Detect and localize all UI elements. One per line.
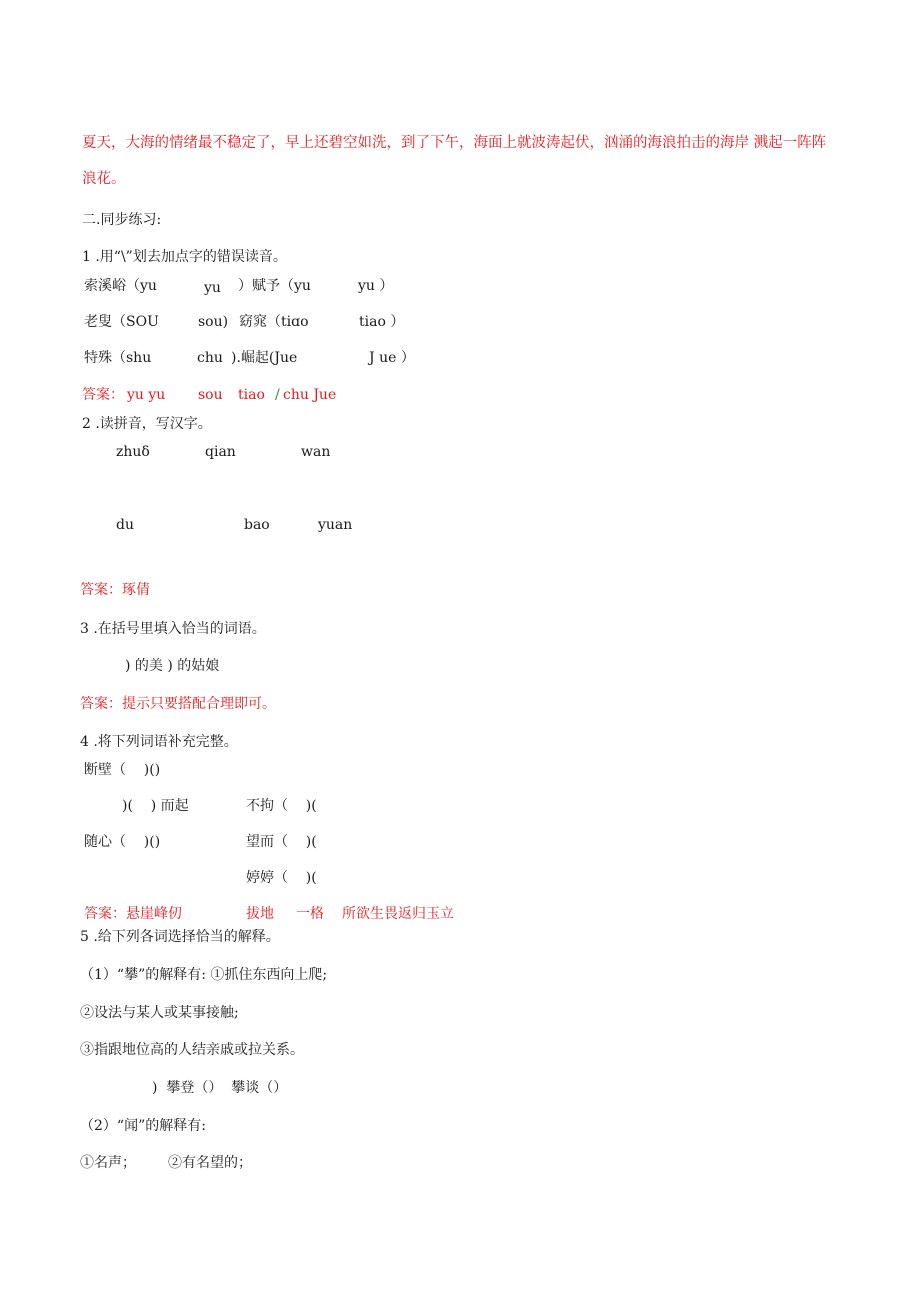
- q4-answer-1: 答案：悬崖峰仞: [84, 906, 182, 922]
- q1-answer-part-1: yu yu: [127, 387, 166, 403]
- intro-line-2: 浪花。: [82, 171, 126, 187]
- q1-answer-label: 答案：: [82, 387, 124, 403]
- q1-r2-c2: sou): [198, 314, 229, 330]
- q5-part5: （2）“闻”的解释有:: [80, 1118, 206, 1134]
- q1-answer-part-2: sou: [198, 387, 223, 403]
- q1-r2-c1: 老叟（SOU: [84, 314, 159, 330]
- q2-pinyin-2: qian: [205, 444, 236, 460]
- q1-answer-part-4: chu Jue: [283, 387, 337, 403]
- q1-r1-c2: yu: [204, 280, 221, 296]
- q1-r2-c4: tiao ）: [359, 314, 405, 330]
- q4-r2-c2: 不拘（ )(: [246, 798, 317, 814]
- q4-r4-c2: 婷婷（ )(: [246, 870, 317, 886]
- q2-pinyin-1: zhuδ: [116, 444, 150, 460]
- q1-r1-c3: ）赋予（yu: [238, 278, 311, 294]
- q2-answer: 答案：琢倩: [80, 582, 150, 598]
- q1-r1-c1: 索溪峪（yu: [84, 278, 157, 294]
- q2-pinyin-5: bao: [244, 517, 270, 533]
- intro-line-1: 夏天，大海的情绪最不稳定了，早上还碧空如洗，到了下午，海面上就波涛起伏，汹涌的海浪拍击的海岸 溅起一阵阵: [82, 135, 827, 151]
- q4-r3-c1: 随心（ )(): [84, 834, 161, 850]
- q5-part6a: ①名声；: [80, 1155, 136, 1171]
- q4-r3-c2: 望而（ )(: [246, 834, 317, 850]
- q4-r2-c1: )( ) 而起: [122, 798, 189, 814]
- q2-prompt: 2 .读拼音，写汉字。: [82, 416, 212, 432]
- q5-part3: ③指跟地位高的人结亲戚或拉关系。: [80, 1042, 304, 1058]
- q1-answer-mark: /: [275, 387, 280, 403]
- q5-prompt: 5 .给下列各词选择恰当的解释。: [80, 929, 280, 945]
- q1-answer-part-3: tiao: [238, 387, 265, 403]
- q5-part4: ) 攀登（） 攀谈（）: [152, 1080, 288, 1096]
- q5-part2: ②设法与某人或某事接触;: [80, 1005, 239, 1021]
- q1-r3-c4: J ue ）: [369, 350, 415, 366]
- q1-r3-c2: chu: [197, 350, 223, 366]
- q3-row: ) 的美 ) 的姑娘: [125, 658, 220, 674]
- q3-answer: 答案：提示只要搭配合理即可。: [80, 696, 276, 712]
- q3-prompt: 3 .在括号里填入恰当的词语。: [80, 621, 266, 637]
- q4-answer-3: 一格: [296, 906, 324, 922]
- q4-answer-4: 所欲生畏返归玉立: [342, 906, 454, 922]
- q5-part6b: ②有名望的；: [168, 1155, 252, 1171]
- q5-part1: （1）“攀”的解释有: ①抓住东西向上爬;: [80, 967, 328, 983]
- q1-prompt: 1 .用“\”划去加点字的错误读音。: [82, 249, 287, 265]
- q4-r1-c1: 断壁（ )(): [84, 762, 161, 778]
- q2-pinyin-6: yuan: [318, 517, 353, 533]
- q2-pinyin-3: wan: [301, 444, 331, 460]
- q4-prompt: 4 .将下列词语补充完整。: [80, 734, 238, 750]
- q4-answer-2: 拔地: [246, 906, 274, 922]
- q2-pinyin-4: du: [116, 517, 134, 533]
- section-heading: 二.同步练习:: [82, 212, 162, 228]
- q1-r1-c4: yu ）: [358, 278, 394, 294]
- q1-r3-c3: ).崛起(Jue: [231, 350, 298, 366]
- q1-r2-c3: 窈窕（tiɑo: [239, 314, 309, 330]
- q1-r3-c1: 特殊（shu: [84, 350, 152, 366]
